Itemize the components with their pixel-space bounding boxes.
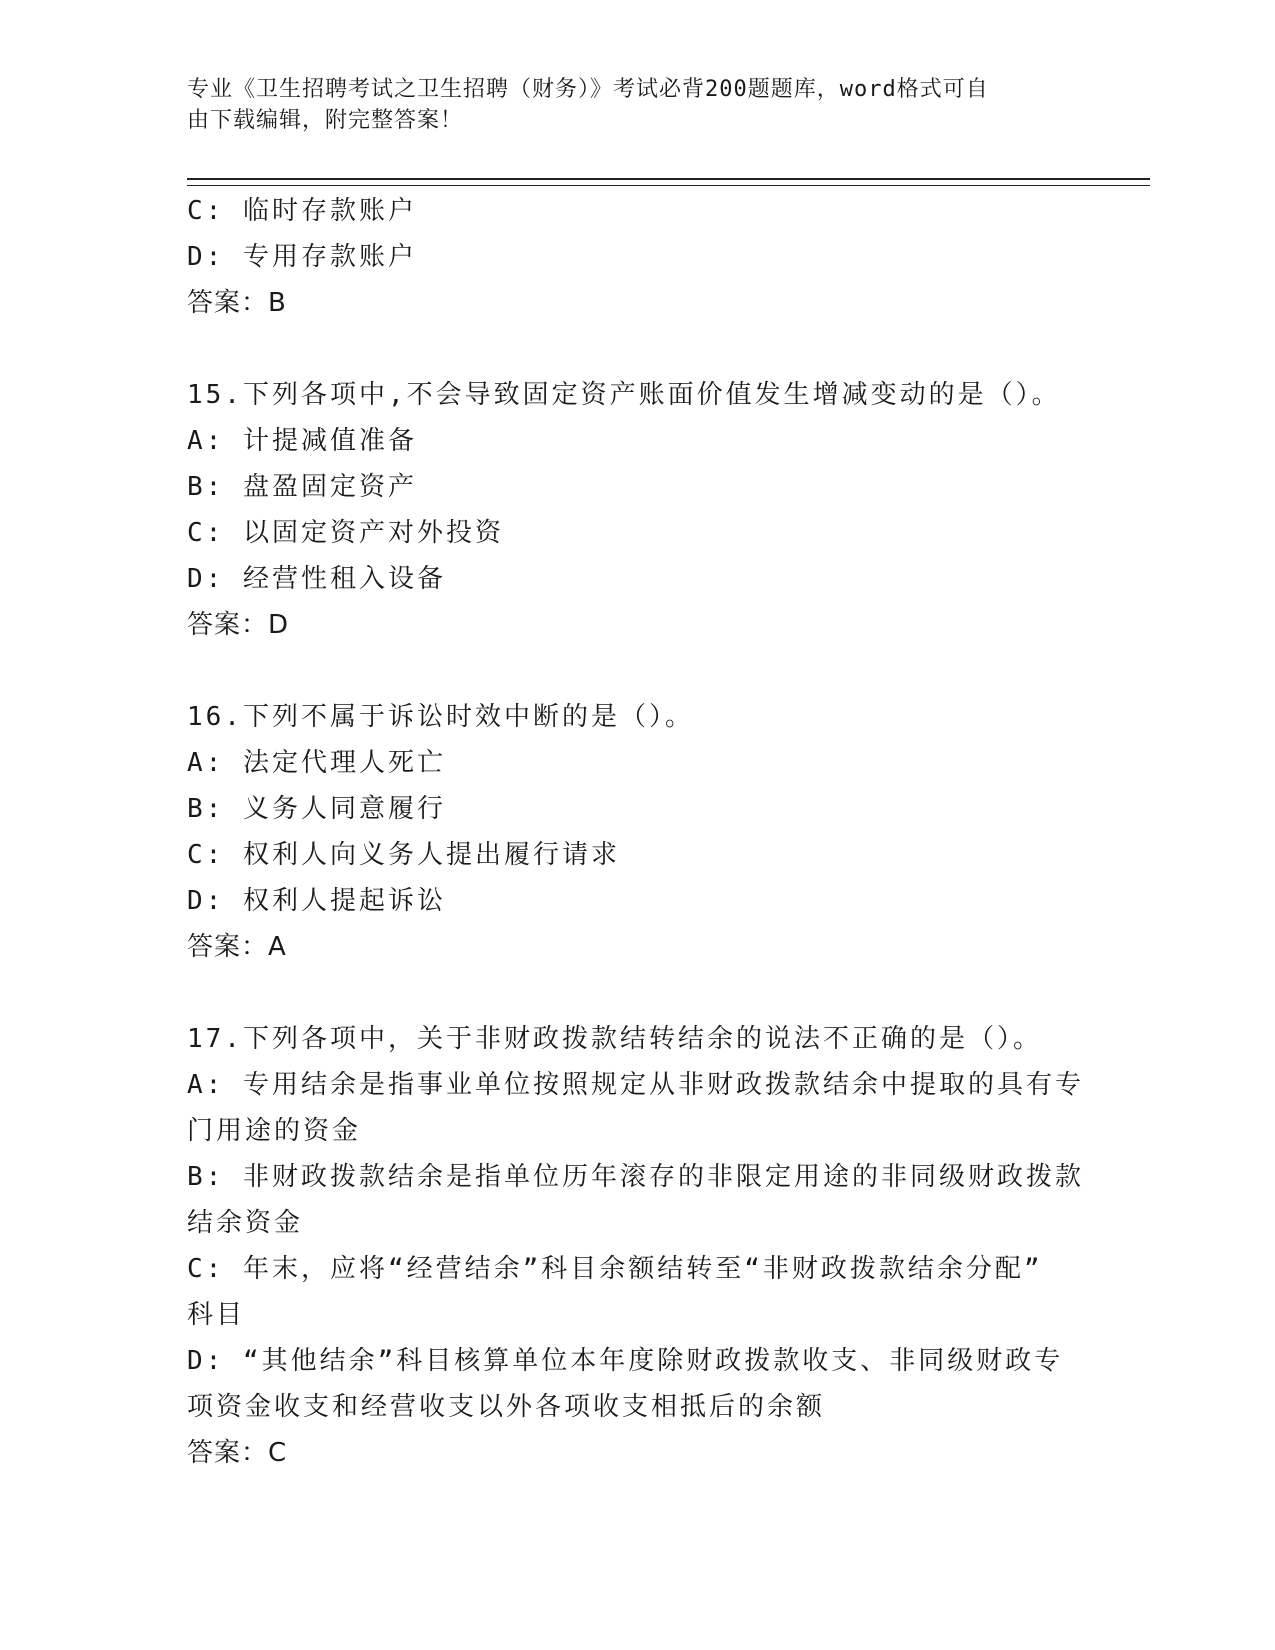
- spacer: [187, 970, 1087, 1016]
- option-a-line-1: A: 专用结余是指事业单位按照规定从非财政拨款结余中提取的具有专: [187, 1070, 1084, 1100]
- option-a: A: 计提减值准备: [187, 426, 417, 456]
- question-stem: 17.下列各项中，关于非财政拨款结转结余的说法不正确的是（）。: [187, 1024, 1042, 1054]
- option-d: D: 权利人提起诉讼: [187, 886, 446, 916]
- question-block-15: [187, 372, 1087, 648]
- page-header: [187, 74, 1067, 136]
- question-stem: 16.下列不属于诉讼时效中断的是（）。: [187, 702, 694, 732]
- option-d-line-1: D: “其他结余”科目核算单位本年度除财政拨款收支、非同级财政专: [187, 1346, 1064, 1376]
- option-b-line-2: 结余资金: [187, 1208, 304, 1238]
- option-b: B: 盘盈固定资产: [187, 472, 417, 502]
- option-a-line-2: 门用途的资金: [187, 1116, 362, 1146]
- spacer: [187, 648, 1087, 694]
- option-a: A: 法定代理人死亡: [187, 748, 446, 778]
- header-line-2: 由下载编辑，附完整答案！: [187, 108, 464, 133]
- option-c-line-1: C: 年末，应将“经营结余”科目余额结转至“非财政拨款结余分配”: [187, 1254, 1043, 1284]
- question-list: [187, 188, 1087, 1476]
- question-block-16: [187, 694, 1087, 970]
- option-c: C: 权利人向义务人提出履行请求: [187, 840, 620, 870]
- option-d: D: 经营性租入设备: [187, 564, 446, 594]
- spacer: [187, 326, 1087, 372]
- option-d-line-2: 项资金收支和经营收支以外各项收支相抵后的余额: [187, 1392, 826, 1422]
- option-c-line-2: 科目: [187, 1300, 246, 1330]
- option-d: D: 专用存款账户: [187, 242, 417, 272]
- header-divider: [187, 178, 1150, 186]
- option-b: B: 义务人同意履行: [187, 794, 446, 824]
- answer-line: 答案：D: [187, 610, 290, 640]
- question-stem: 15.下列各项中,不会导致固定资产账面价值发生增减变动的是（）。: [187, 380, 1061, 410]
- answer-line: 答案：C: [187, 1438, 288, 1468]
- header-line-1: 专业《卫生招聘考试之卫生招聘（财务）》考试必背200题题库，word格式可自: [187, 77, 989, 102]
- option-c: C: 以固定资产对外投资: [187, 518, 504, 548]
- option-c: C: 临时存款账户: [187, 196, 417, 226]
- answer-line: 答案：B: [187, 288, 287, 318]
- answer-line: 答案：A: [187, 932, 287, 962]
- option-b-line-1: B: 非财政拨款结余是指单位历年滚存的非限定用途的非同级财政拨款: [187, 1162, 1084, 1192]
- question-block-17: [187, 1016, 1087, 1476]
- question-block-14: [187, 188, 1087, 326]
